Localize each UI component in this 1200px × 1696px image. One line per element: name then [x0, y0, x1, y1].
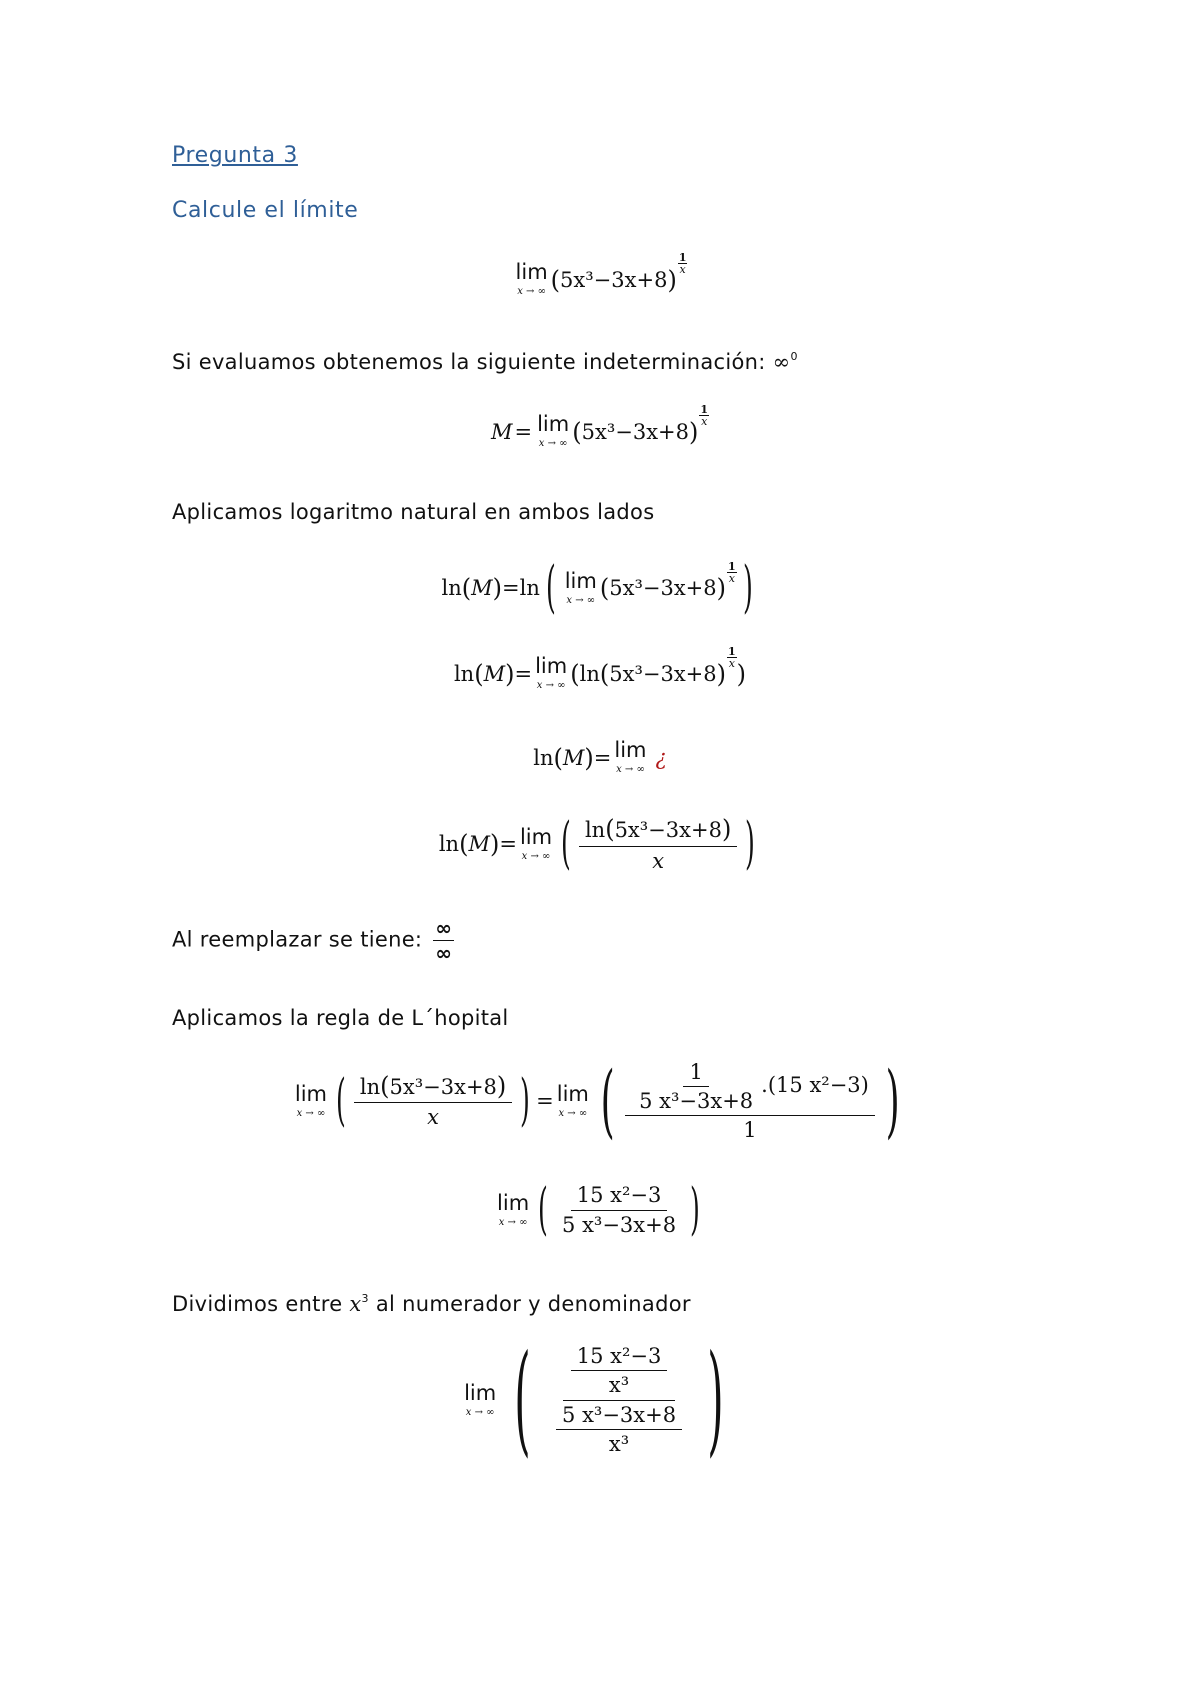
- page-title[interactable]: Pregunta 3: [172, 143, 298, 168]
- equation-1: lim x → ∞ ( 5x³−3x+8 ) $\frac{1}{x}$: [515, 251, 687, 297]
- paragraph-indeterminacy: Si evaluamos obtenemos la siguiente indeterminación: ∞$^0$: [172, 350, 798, 374]
- paragraph-lhopital: Aplicamos la regla de L´hopital: [172, 1006, 509, 1030]
- equation-6: ln ( M ) = lim x → ∞ ( $\frac{\text{ln(5x³−3x+8)}}{x}$ ): [438, 811, 756, 877]
- section-subtitle: Calcule el límite: [172, 198, 359, 223]
- equation-8: lim x → ∞ ( $\frac{\text{15 x²−3}}{\text{5 x³−3x+8}}$ ): [497, 1177, 700, 1242]
- paragraph-logarithm: Aplicamos logaritmo natural en ambos lados: [172, 500, 655, 524]
- equation-7: lim x → ∞ ( $\frac{\text{ln(5x³−3x+8)}}{x}$ ) = lim x → ∞ ( $\frac{1}{\text{5 x³−3x+8}}$ .(15 x²−3) 1 ): [294, 1054, 900, 1148]
- equation-3: ln ( M ) = ln ( lim x → ∞ ( 5x³−3x+8 ) $\frac{1}{x}$ ): [441, 555, 753, 620]
- paragraph-divide: Dividimos entre $x^3$ al numerador y denominador: [172, 1292, 691, 1316]
- paragraph-replace: Al reemplazar se tiene: $\frac{\infty}{\infty}$: [172, 916, 453, 965]
- equation-4: ln ( M ) = lim x → ∞ ( ln ( 5x³−3x+8 ) $\frac{1}{x}$ ): [453, 645, 747, 691]
- equation-2: M = lim x → ∞ ( 5x³−3x+8 ) $\frac{1}{x}$: [490, 403, 709, 449]
- equation-9: lim x → ∞ ( $\frac{\frac{\text{15 x²−3}}{\text{x³}}}{\frac{\text{5 x³−3x+8}}{\text{x³}}}$ ): [464, 1330, 724, 1469]
- equation-5: ln ( M ) = lim x → ∞ ¿: [533, 738, 667, 775]
